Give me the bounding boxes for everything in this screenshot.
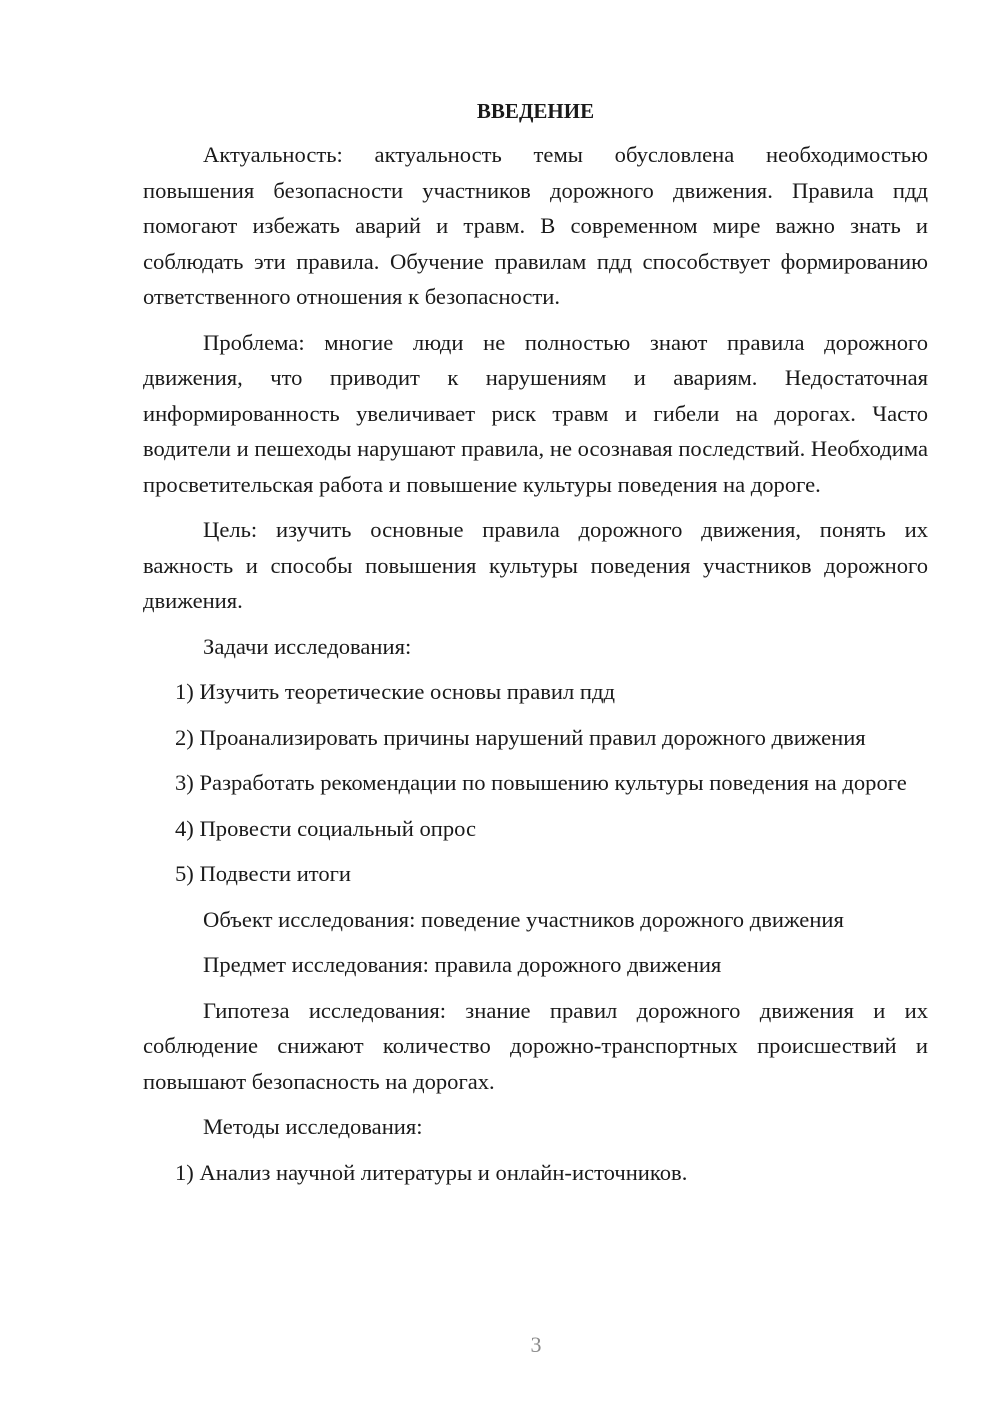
object-paragraph: Объект исследования: поведение участников дорожного движения [203,906,844,932]
task-item-3: 3) Разработать рекомендации по повышению культуры поведения на дороге [175,770,907,795]
hypothesis-paragraph: Гипотеза исследования: знание правил дорожного движения и их соблюдение снижают количество дорожно-транспортных происшествий и повышают безопасность на дорогах. [143,997,928,1094]
task-item-1: 1) Изучить теоретические основы правил пдд [175,679,615,704]
subject-paragraph: Предмет исследования: правила дорожного движения [203,952,722,977]
goal-paragraph: Цель: изучить основные правила дорожного движения, понять их важность и способы повышения культуры поведения участников дорожного движения. [143,517,928,613]
problem-paragraph: Проблема: многие люди не полностью знают правила дорожного движения, что приводит к нарушениям и авариям. Недостаточная информированность увеличивает риск травм и гибели на дорогах. Часто водители и пешеходы нарушают правила, не осознавая последствий. Необходима просветительская работа и повышение культуры поведения на дороге. [143,329,928,497]
task-item-5: 5) Подвести итоги [175,861,352,886]
document-page [143,96,928,1190]
methods-heading: Методы исследования: [203,1114,423,1139]
page-title: ВВЕДЕНИЕ [476,99,595,123]
task-item-2: 2) Проанализировать причины нарушений правил дорожного движения [175,724,866,750]
page-number: 3 [530,1332,542,1357]
relevance-paragraph: Актуальность: актуальность темы обусловлена необходимостью повышения безопасности участников дорожного движения. Правила пдд помогают избежать аварий и травм. В современном мире важно знать и соблюдать эти правила. Обучение правилам пдд способствует формированию ответственного отношения к безопасности. [143,142,928,309]
tasks-heading: Задачи исследования: [203,633,412,659]
task-item-4: 4) Провести социальный опрос [175,815,477,841]
method-item-1: 1) Анализ научной литературы и онлайн-источников. [175,1159,688,1185]
